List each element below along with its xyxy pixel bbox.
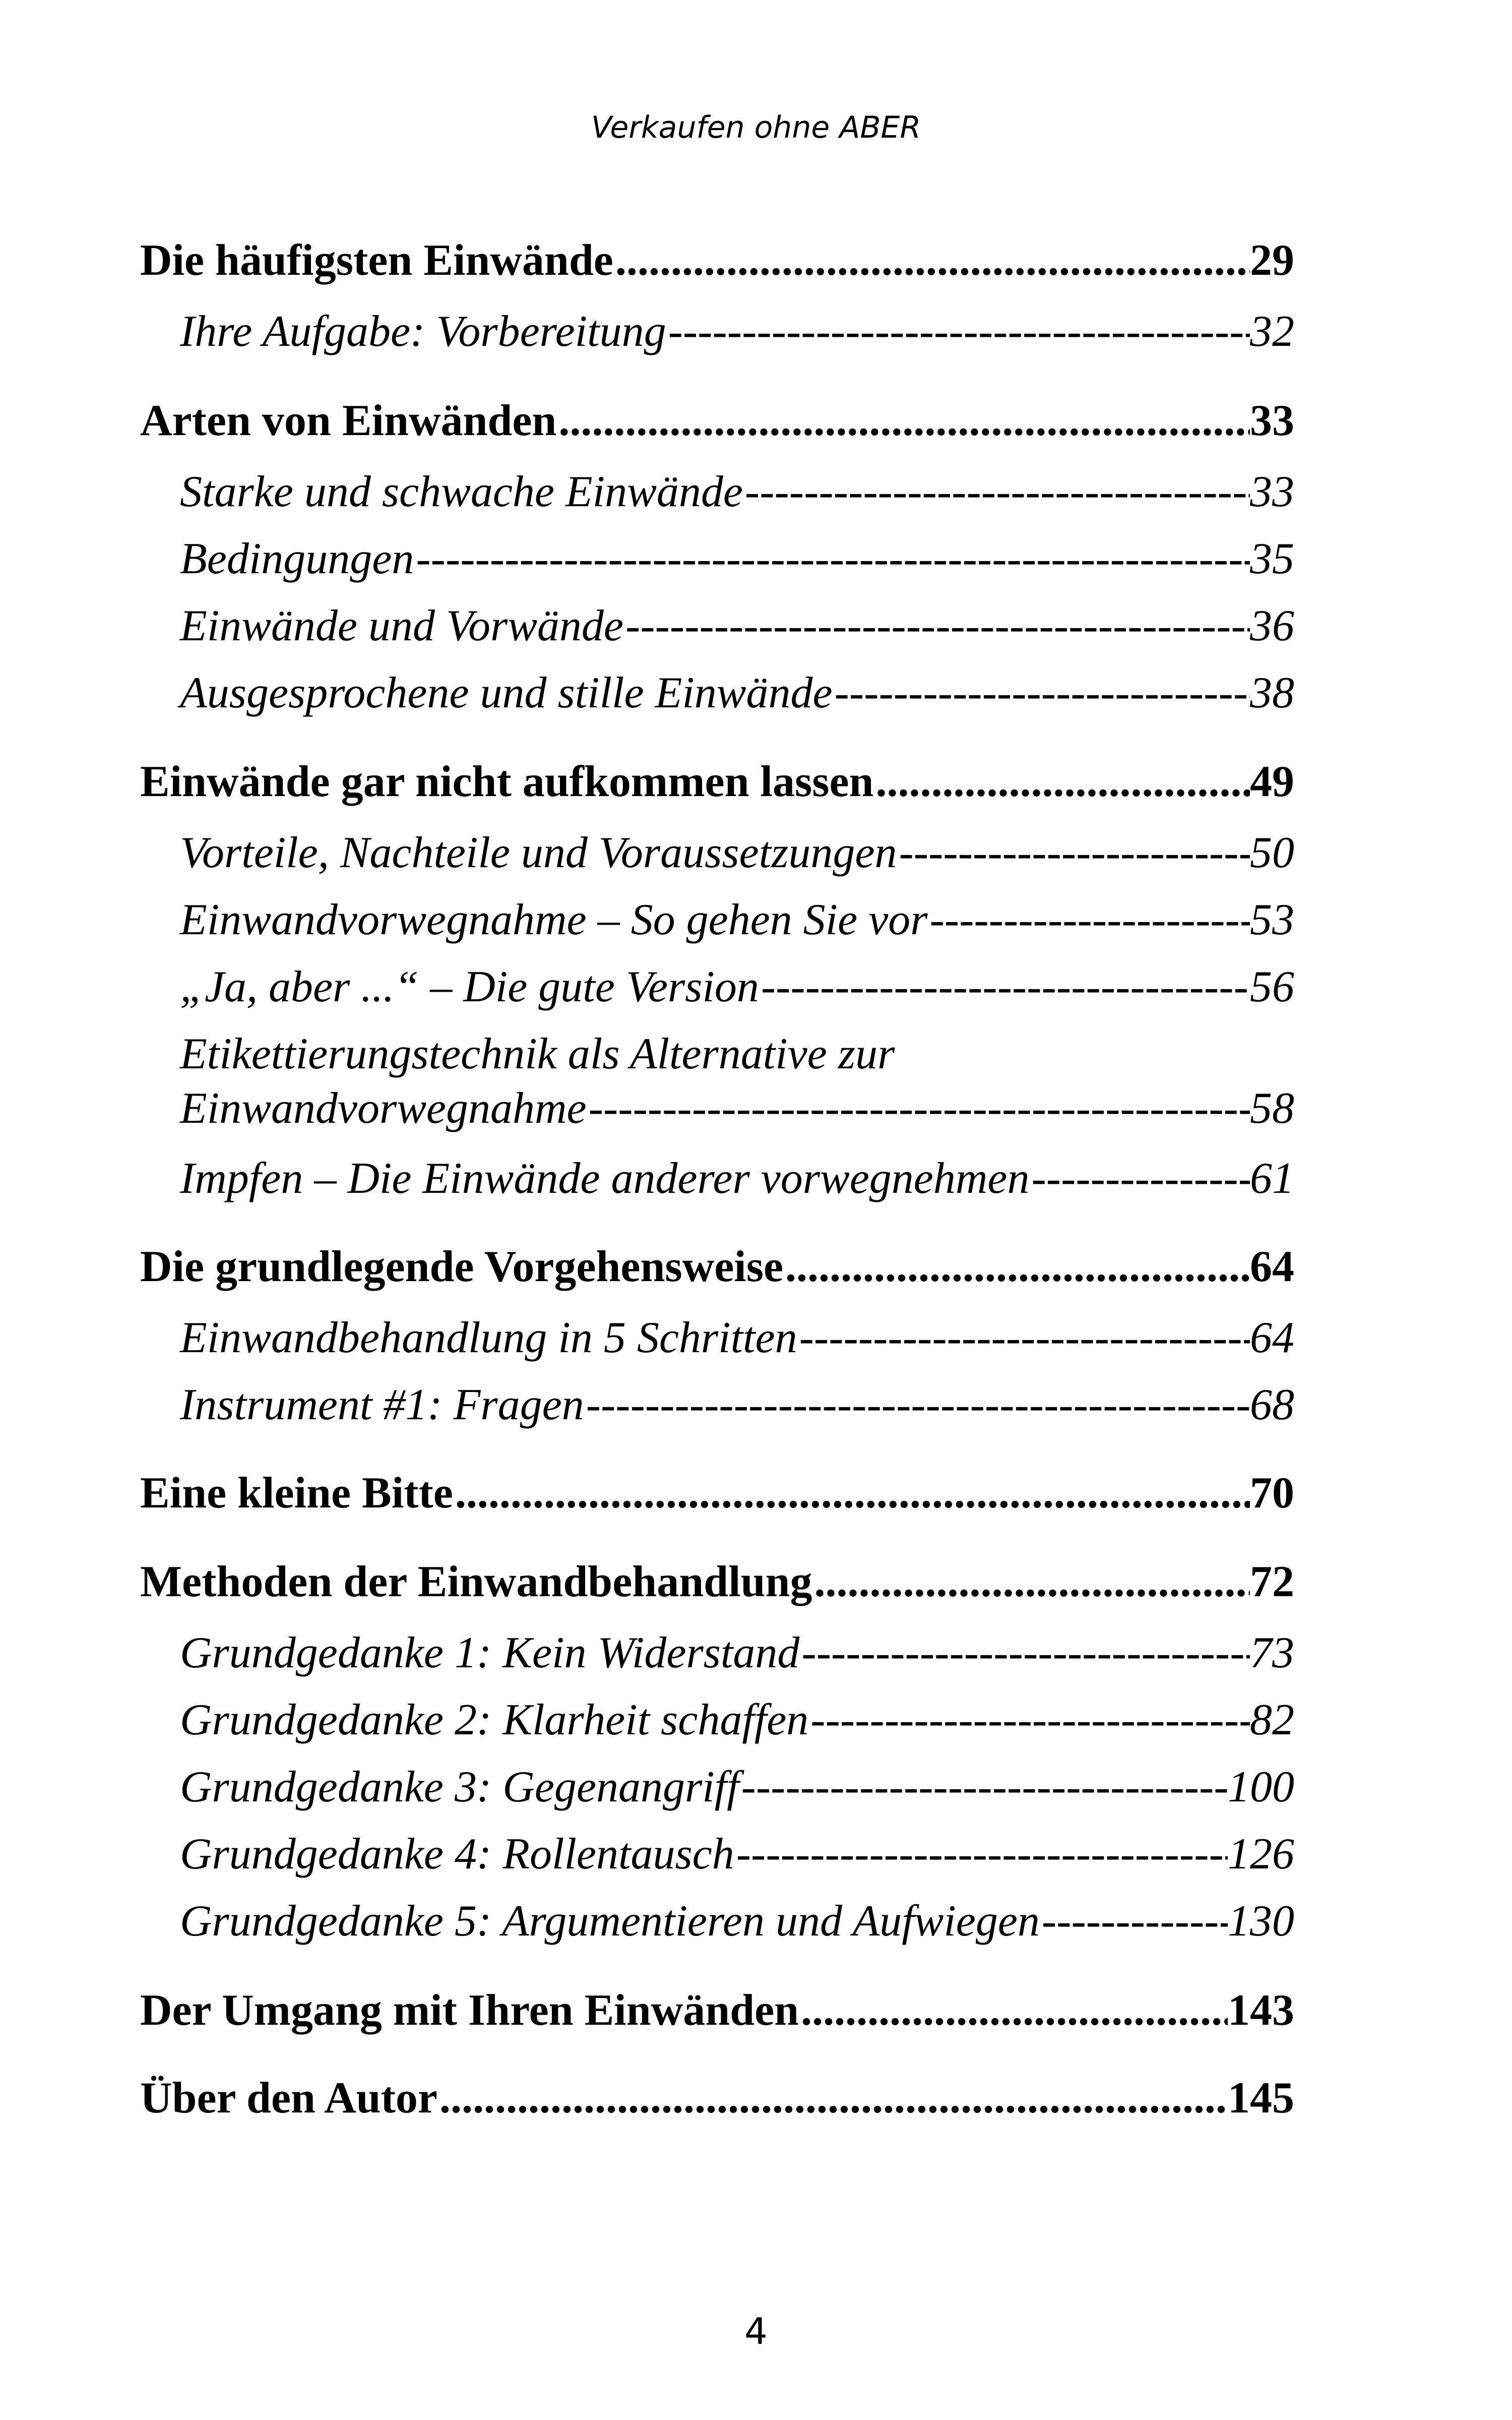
toc-leader-dashes <box>799 1626 1250 1680</box>
toc-section-entry[interactable] <box>180 1760 1294 1814</box>
toc-section-entry[interactable] <box>180 305 1294 359</box>
toc-chapter-entry[interactable] <box>140 394 1294 448</box>
toc-entry-page: 72 <box>1250 1557 1294 1606</box>
toc-chapter-entry[interactable] <box>140 1555 1294 1609</box>
toc-leader-dots <box>799 1983 1228 2038</box>
toc-entry-page: 145 <box>1228 2074 1294 2123</box>
toc-entry-page: 61 <box>1250 1154 1294 1203</box>
toc-leader-dots <box>873 755 1250 809</box>
toc-section-entry[interactable] <box>180 826 1294 880</box>
toc-entry-title: „Ja, aber ...“ – Die gute Version <box>180 962 759 1011</box>
toc-entry-page: 33 <box>1250 467 1294 516</box>
toc-leader-dashes <box>1029 1152 1250 1206</box>
toc-entry-title: Einwände und Vorwände <box>180 601 623 650</box>
toc-chapter-entry[interactable] <box>140 233 1294 288</box>
toc-section-entry[interactable] <box>180 666 1294 720</box>
toc-leader-dashes <box>414 532 1250 586</box>
toc-entry-page: 64 <box>1250 1242 1294 1291</box>
toc-section-entry[interactable] <box>180 1693 1294 1747</box>
toc-leader-dashes <box>1040 1894 1228 1949</box>
toc-section-entry[interactable] <box>180 532 1294 586</box>
toc-entry-title: Ihre Aufgabe: Vorbereitung <box>180 307 666 356</box>
running-header: Verkaufen ohne ABER <box>591 110 921 145</box>
toc-entry-title: Methoden der Einwandbehandlung <box>140 1557 812 1606</box>
toc-chapter-entry[interactable] <box>140 1983 1294 2038</box>
toc-leader-dashes <box>928 893 1250 947</box>
toc-leader-dots <box>437 2071 1228 2126</box>
toc-entry-title: Starke und schwache Einwände <box>180 467 743 516</box>
toc-entry-title: Vorteile, Nachteile und Voraussetzungen <box>180 828 897 877</box>
toc-entry-title: Grundgedanke 5: Argumentieren und Aufwiegen <box>180 1897 1040 1946</box>
toc-entry-title: Grundgedanke 3: Gegenangriff <box>180 1763 739 1811</box>
toc-leader-dashes <box>734 1827 1228 1882</box>
toc-entry-page: 29 <box>1250 236 1294 285</box>
toc-entry-title: Einwandvorwegnahme <box>180 1084 587 1133</box>
toc-entry-page: 68 <box>1250 1380 1294 1429</box>
toc-section-entry[interactable] <box>180 599 1294 653</box>
toc-entry-page: 32 <box>1250 307 1294 356</box>
toc-chapter-entry[interactable] <box>140 1466 1294 1521</box>
toc-leader-dashes <box>623 599 1250 653</box>
toc-entry-page: 73 <box>1250 1628 1294 1677</box>
toc-section-entry[interactable] <box>180 893 1294 947</box>
toc-leader-dots <box>453 1466 1250 1521</box>
toc-entry-title: Ausgesprochene und stille Einwände <box>180 669 833 717</box>
toc-entry-page: 49 <box>1250 757 1294 806</box>
toc-leader-dashes <box>587 1081 1250 1136</box>
toc-entry-page: 58 <box>1250 1084 1294 1133</box>
toc-section-entry[interactable] <box>180 1626 1294 1680</box>
toc-entry-title: Die häufigsten Einwände <box>140 236 613 285</box>
toc-entry-page: 143 <box>1228 1986 1294 2035</box>
toc-entry-continuation <box>180 1081 1294 1136</box>
toc-leader-dots <box>783 1240 1250 1294</box>
toc-entry-page: 130 <box>1228 1897 1294 1946</box>
toc-entry-title: Grundgedanke 2: Klarheit schaffen <box>180 1696 809 1744</box>
toc-leader-dashes <box>739 1760 1228 1814</box>
toc-entry-title: Eine kleine Bitte <box>140 1469 453 1518</box>
toc-leader-dots <box>556 394 1250 448</box>
toc-leader-dashes <box>797 1311 1250 1365</box>
toc-entry-title: Impfen – Die Einwände anderer vorwegnehmen <box>180 1154 1030 1203</box>
toc-entry-page: 53 <box>1250 895 1294 944</box>
page-number: 4 <box>744 2310 768 2352</box>
toc-entry-title: Einwandbehandlung in 5 Schritten <box>180 1313 797 1362</box>
toc-entry-title: Arten von Einwänden <box>140 396 557 445</box>
toc-leader-dashes <box>584 1378 1250 1432</box>
toc-entry-page: 36 <box>1250 601 1294 650</box>
toc-entry-title: Der Umgang mit Ihren Einwänden <box>140 1986 799 2035</box>
toc-leader-dashes <box>808 1693 1250 1747</box>
toc-entry-title: Grundgedanke 1: Kein Widerstand <box>180 1628 800 1677</box>
toc-leader-dashes <box>897 826 1250 880</box>
toc-entry-title: Etikettierungstechnik als Alternative zur <box>180 1030 895 1078</box>
toc-chapter-entry[interactable] <box>140 2071 1294 2126</box>
toc-entry-title: Über den Autor <box>140 2074 437 2123</box>
toc-leader-dashes <box>666 305 1250 359</box>
toc-entry-page: 70 <box>1250 1469 1294 1518</box>
toc-leader-dashes <box>743 465 1250 519</box>
toc-entry-page: 38 <box>1250 669 1294 717</box>
toc-entry-page: 126 <box>1228 1830 1294 1879</box>
toc-entry-title: Einwandvorwegnahme – So gehen Sie vor <box>180 895 928 944</box>
toc-section-entry[interactable] <box>180 1152 1294 1206</box>
toc-chapter-entry[interactable] <box>140 755 1294 809</box>
toc-entry-title: Die grundlegende Vorgehensweise <box>140 1242 783 1291</box>
toc-section-entry[interactable] <box>180 1827 1294 1882</box>
toc-entry-title: Grundgedanke 4: Rollentausch <box>180 1830 734 1879</box>
toc-leader-dots <box>812 1555 1250 1609</box>
toc-section-entry[interactable] <box>180 465 1294 519</box>
toc-section-entry[interactable] <box>180 1027 1294 1136</box>
toc-section-entry[interactable] <box>180 1311 1294 1365</box>
toc-section-entry[interactable] <box>180 1894 1294 1949</box>
toc-entry-page: 50 <box>1250 828 1294 877</box>
toc-entry-title: Bedingungen <box>180 534 414 583</box>
toc-entry-title: Instrument #1: Fragen <box>180 1380 584 1429</box>
toc-entry-page: 35 <box>1250 534 1294 583</box>
toc-section-entry[interactable] <box>180 1378 1294 1432</box>
toc-entry-page: 64 <box>1250 1313 1294 1362</box>
toc-chapter-entry[interactable] <box>140 1240 1294 1294</box>
toc-leader-dashes <box>833 666 1250 720</box>
toc-entry-page: 82 <box>1250 1696 1294 1744</box>
toc-leader-dashes <box>759 960 1250 1014</box>
toc-section-entry[interactable] <box>180 960 1294 1014</box>
toc-entry-page: 100 <box>1228 1763 1294 1811</box>
toc-entry-title: Einwände gar nicht aufkommen lassen <box>140 757 874 806</box>
toc-entry-page: 56 <box>1250 962 1294 1011</box>
toc-leader-dots <box>613 233 1250 288</box>
toc-entry-page: 33 <box>1250 396 1294 445</box>
